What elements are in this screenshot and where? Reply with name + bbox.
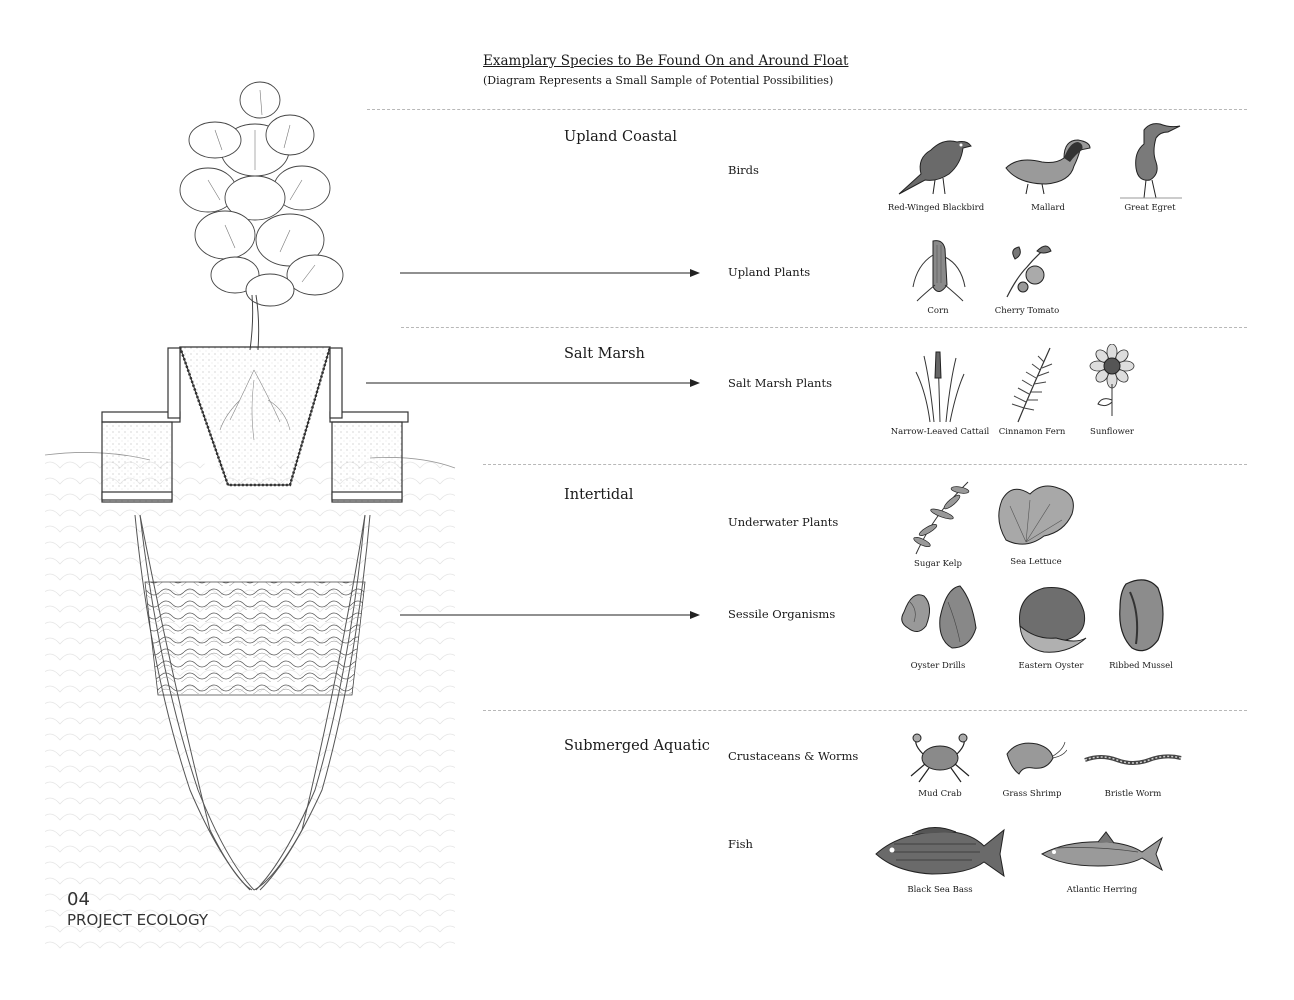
species-label: Black Sea Bass [907,885,973,895]
sunflower-icon [1082,344,1142,424]
zone-divider [483,710,1247,711]
oyster-drill-icon [890,582,986,658]
species-sugar-kelp [883,478,993,569]
species-label: Bristle Worm [1104,789,1162,799]
oyster-icon [1006,582,1096,658]
sea-lettuce-icon [986,480,1086,554]
sea-bass-icon [872,820,1008,882]
species-label: Atlantic Herring [1066,885,1138,895]
mussel-icon [1106,574,1176,658]
egret-icon [1110,118,1190,200]
category-underwater-plants: Underwater Plants [728,515,839,529]
species-oyster-drills [883,582,993,671]
zone-divider [483,464,1247,465]
zone-divider [401,327,1247,328]
kelp-icon [898,478,978,556]
species-ribbed-mussel [1086,574,1196,671]
arrow-salt-marsh [366,376,702,390]
species-label: Narrow-Leaved Cattail [890,427,990,437]
species-grass-shrimp [977,734,1087,799]
category-salt-marsh-plants: Salt Marsh Plants [728,376,832,390]
worm-icon [1081,734,1185,786]
herring-icon [1038,826,1166,882]
arrow-upland [400,266,702,280]
section-label: PROJECT ECOLOGY [67,911,209,929]
species-label: Red-Winged Blackbird [887,203,985,213]
arrow-intertidal [400,608,702,622]
diagram-subtitle: (Diagram Represents a Small Sample of Potential Possibilities) [483,74,834,87]
species-label: Cherry Tomato [994,306,1060,316]
float-left [102,348,180,502]
corn-icon [903,235,973,303]
shrimp-icon [997,734,1067,786]
crab-icon [905,732,975,786]
zone-divider [367,109,1247,110]
category-upland-plants: Upland Plants [728,265,811,279]
species-label: Sunflower [1090,427,1134,437]
species-label: Mud Crab [918,789,962,799]
species-sunflower [1057,344,1167,437]
tomato-icon [997,237,1057,303]
species-label: Corn [927,306,949,316]
blackbird-icon [891,128,981,200]
species-black-sea-bass [870,820,1010,895]
cattail-icon [910,342,970,424]
species-label: Sea Lettuce [1010,557,1062,567]
water-body [45,452,455,950]
species-label: Oyster Drills [910,661,966,671]
diagram-title: Examplary Species to Be Found On and Around Float [483,53,849,69]
mallard-icon [998,128,1098,200]
section-number: 04 [67,889,90,910]
category-fish: Fish [728,837,753,851]
species-atlantic-herring [1032,826,1172,895]
float-section-illustration [40,70,470,960]
species-cherry-tomato [972,237,1082,316]
category-sessile-organisms: Sessile Organisms [728,607,836,621]
zone-submerged-aquatic: Submerged Aquatic [564,738,710,754]
zone-intertidal: Intertidal [564,487,634,503]
float-right [330,348,408,502]
fern-icon [1002,344,1062,424]
species-label: Sugar Kelp [914,559,962,569]
tree-canopy [180,82,343,306]
species-red-winged-blackbird [881,128,991,213]
zone-salt-marsh: Salt Marsh [564,346,645,362]
habitat-net [145,582,365,695]
category-crustaceans-worms: Crustaceans & Worms [728,749,859,763]
species-label: Great Egret [1124,203,1176,213]
species-label: Ribbed Mussel [1109,661,1173,671]
tree-trunk [250,295,259,350]
species-great-egret [1095,118,1205,213]
species-label: Cinnamon Fern [998,427,1066,437]
species-mallard [993,128,1103,213]
species-label: Mallard [1031,203,1065,213]
species-sea-lettuce [981,480,1091,567]
category-birds: Birds [728,163,759,177]
zone-upland-coastal: Upland Coastal [564,129,678,145]
species-label: Eastern Oyster [1018,661,1084,671]
species-bristle-worm [1078,734,1188,799]
species-label: Grass Shrimp [1002,789,1062,799]
